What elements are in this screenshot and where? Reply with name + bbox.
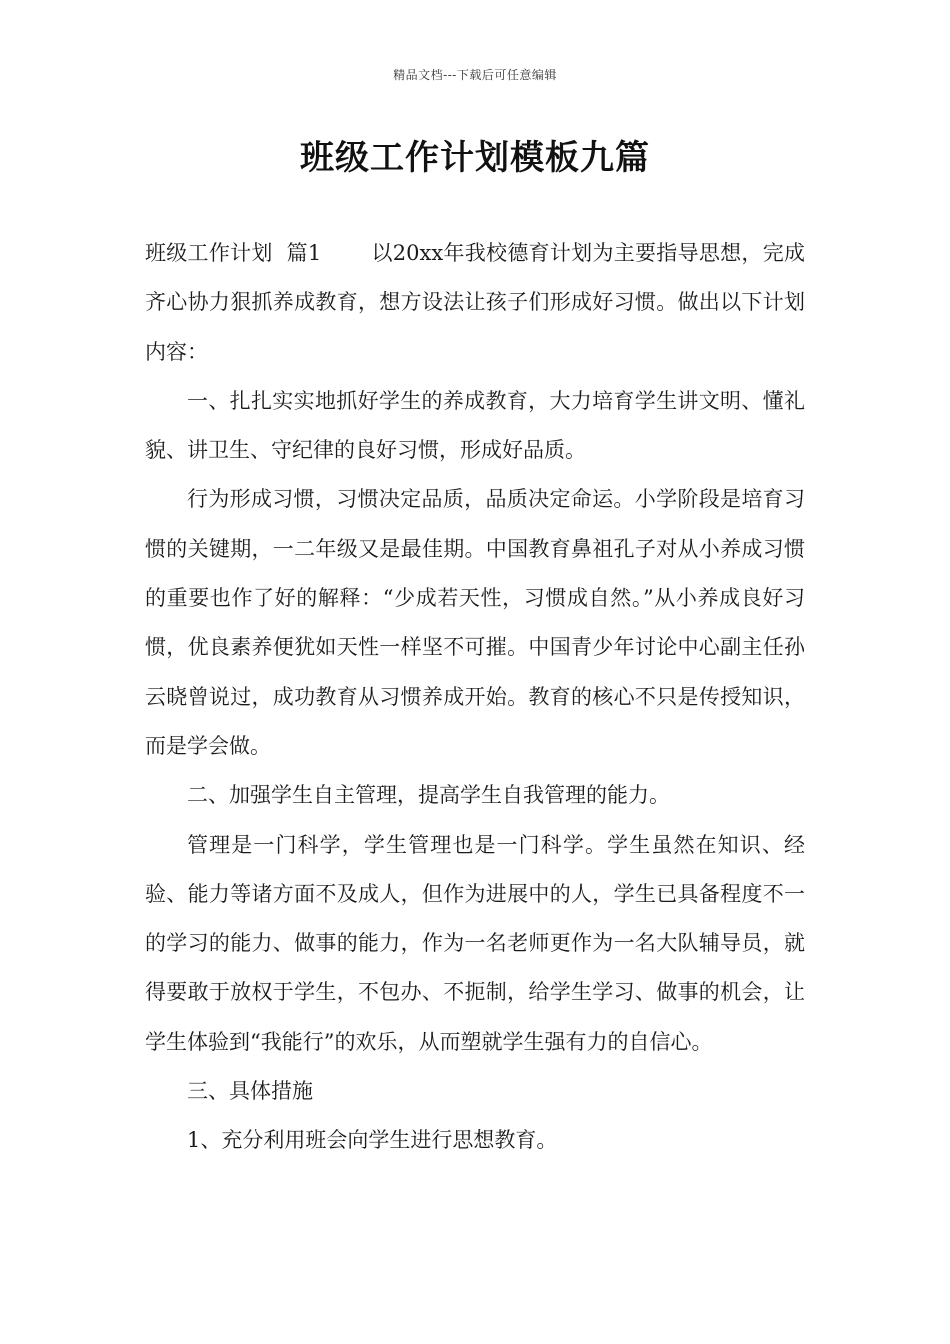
page-header: 精品文档---下载后可任意编辑 [393,68,557,82]
paragraph-heading-one: 一、扎扎实实地抓好学生的养成教育，大力培育学生讲文明、懂礼貌、讲卫生、守纪律的良好习惯，形成好品质。 [145,388,805,463]
paragraph-measure-one: 1、充分利用班会向学生进行思想教育。 [187,1128,558,1153]
paragraph-intro [145,229,805,377]
paragraph-heading-three: 三、具体措施 [187,1079,313,1104]
paragraph-habits: 行为形成习惯，习惯决定品质，品质决定命运。小学阶段是培育习惯的关键期，一二年级又是最佳期。中国教育鼻祖孔子对从小养成习惯的重要也作了好的解释：“少成若天性，习惯成自然。”从小养成良好习惯，优良素养便犹如天性一样坚不可摧。中国青少年讨论中心副主任孙云晓曾说过，成功教育从习惯养成开始。教育的核心不只是传授知识，而是学会做。 [145,487,805,758]
document-body [145,229,805,1166]
paragraph-heading-two: 二、加强学生自主管理，提高学生自我管理的能力。 [187,783,670,808]
section-label: 班级工作计划 篇1 [145,241,322,265]
paragraph-text: 以20xx年我校德育计划为主要指导思想，完成齐心协力狠抓养成教育，想方设法让孩子们形成好习惯。做出以下计划内容： [145,241,805,364]
paragraph-management: 管理是一门科学，学生管理也是一门科学。学生虽然在知识、经验、能力等诸方面不及成人，但作为进展中的人，学生已具备程度不一的学习的能力、做事的能力，作为一名老师更作为一名大队辅导员，就得要敢于放权于学生，不包办、不扼制，给学生学习、做事的机会，让学生体验到“我能行”的欢乐，从而塑就学生强有力的自信心。 [145,832,805,1054]
document-title: 班级工作计划模板九篇 [300,138,650,178]
